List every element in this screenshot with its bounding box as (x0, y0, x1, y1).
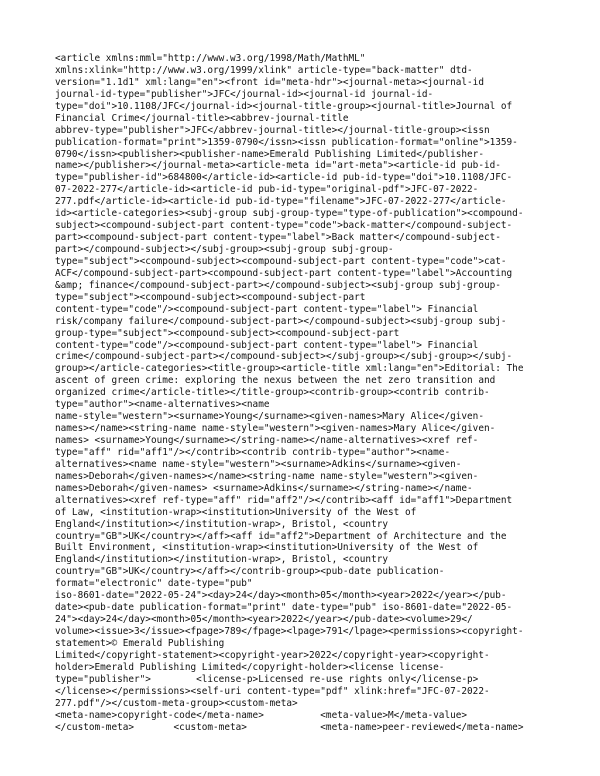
text-line: crime</compound-subject-part></compound-subject></subj-group></subj-group></subj- (55, 351, 513, 363)
text-line: England</institution></institution-wrap>, Bristol, <country (55, 518, 389, 530)
text-line: journal-id-type="publisher">JFC</journal-id><journal-id journal-id- (55, 88, 434, 100)
text-line: name></publisher></journal-meta><article-meta id="art-meta"><article-id pub-id- (55, 160, 501, 172)
text-line: type="publisher"> <license-p>Licensed re-use rights only</license-p> (55, 673, 479, 685)
text-line: Limited</copyright-statement><copyright-year>2022</copyright-year><copyright- (55, 649, 490, 661)
text-line: <meta-name>copyright-code</meta-name> <meta-value>M</meta-value> (55, 709, 468, 721)
text-line: </license></permissions><self-uri content-type="pdf" xlink:href="JFC-07-2022- (55, 685, 490, 697)
text-line: publication-format="print">1359-0790</issn><issn publication-format="online">1359- (55, 136, 518, 148)
text-line: 0790</issn><publisher><publisher-name>Emerald Publishing Limited</publisher- (55, 148, 484, 160)
text-line: 07-2022-277</article-id><article-id pub-id-type="original-pdf">JFC-07-2022- (55, 184, 479, 196)
text-line: ACF</compound-subject-part><compound-subject-part content-type="label">Accounting (55, 267, 513, 279)
text-line: volume><issue>3</issue><fpage>789</fpage><lpage>791</lpage><permissions><copyright- (55, 626, 524, 637)
text-line: of Law, <institution-wrap><institution>University of the West of (55, 506, 417, 518)
text-line: date><pub-date publication-format="print" date-type="pub" iso-8601-date="2022-05- (55, 602, 513, 614)
text-line: 24"><day>24</day><month>05</month><year>2022</year></pub-date><volume>29</ (55, 614, 473, 626)
text-line: type="subject"><compound-subject><compound-subject-part content-type="code">cat- (55, 255, 507, 267)
text-line: 277.pdf"/></custom-meta-group><custom-meta> (55, 697, 298, 709)
text-line: alternatives><name name-style="western"><surname>Adkins</surname><given- (55, 458, 462, 470)
text-line: names></name><string-name name-style="western"><given-names>Mary Alice</given- (55, 423, 496, 435)
text-line: alternatives><xref ref-type="aff" rid="aff2"/></contrib><aff id="aff1">Department (55, 494, 513, 506)
text-line: type="doi">10.1108/JFC</journal-id><journal-title-group><journal-title>Journal of (55, 100, 513, 112)
text-line: country="GB">UK</country></aff><aff id="aff2">Department of Architecture and the (55, 530, 507, 542)
text-line: country="GB">UK</country></aff></contrib-group><pub-date publication- (55, 566, 445, 578)
text-line: version="1.1d1" xml:lang="en"><front id="meta-hdr"><journal-meta><journal-id (55, 76, 484, 88)
text-line: iso-8601-date="2022-05-24"><day>24</day><month>05</month><year>2022</year></pub- (55, 590, 507, 602)
text-line: xmlns:xlink="http://www.w3.org/1999/xlink" article-type="back-matter" dtd- (55, 64, 473, 76)
document-body (55, 53, 575, 733)
text-line: England</institution></institution-wrap>, Bristol, <country (55, 554, 389, 566)
text-line: ascent of green crime: exploring the nexus between the net zero transition and (55, 375, 496, 387)
text-line: names>Deborah</given-names></name><string-name name-style="western"><given- (55, 470, 479, 482)
text-line: part><compound-subject-part content-type="label">Back matter</compound-subject- (55, 232, 501, 244)
text-line: content-type="code"/><compound-subject-part content-type="label"> Financial (55, 339, 479, 351)
text-line: group-type="subject"><compound-subject><compound-subject-part (55, 327, 400, 339)
text-line: risk/company failure</compound-subject-part></compound-subject><subj-group subj- (55, 315, 507, 327)
text-line: names> <surname>Young</surname></string-name></name-alternatives><xref ref- (55, 435, 479, 446)
text-line: type="author"><name-alternatives><name (55, 399, 270, 411)
text-line: type="aff" rid="aff1"/></contrib><contrib contrib-type="author"><name- (55, 446, 451, 458)
text-line: statement>© Emerald Publishing (55, 637, 225, 649)
text-line: name-style="western"><surname>Young</surname><given-names>Mary Alice</given- (55, 411, 484, 423)
text-line: type="publisher-id">684800</article-id><article-id pub-id-type="doi">10.1108/JFC- (55, 172, 513, 184)
text-line: content-type="code"/><compound-subject-part content-type="label"> Financial (55, 303, 479, 315)
text-line: 277.pdf</article-id><article-id pub-id-type="filename">JFC-07-2022-277</article- (55, 196, 507, 208)
text-line: &amp; finance</compound-subject-part></compound-subject><subj-group subj-group- (55, 279, 501, 291)
text-line: Financial Crime</journal-title><abbrev-journal-title (55, 112, 349, 124)
text-line: names>Deborah</given-names> <surname>Adkins</surname></string-name></name- (55, 482, 473, 494)
text-line: type="subject"><compound-subject><compound-subject-part (55, 291, 366, 303)
text-line: </custom-meta> <custom-meta> <meta-name>peer-reviewed</meta-name> (55, 721, 524, 733)
text-line: abbrev-type="publisher">JFC</abbrev-journal-title></journal-title-group><issn (55, 124, 490, 136)
text-line: format="electronic" date-type="pub" (55, 578, 253, 590)
text-line: group></article-categories><title-group><article-title xml:lang="en">Editorial: The (55, 363, 524, 375)
text-line: part></compound-subject></subj-group><subj-group subj-group- (55, 244, 394, 255)
text-line: organized crime</article-title></title-group><contrib-group><contrib contrib- (55, 387, 490, 399)
text-line: subject><compound-subject-part content-type="code">back-matter</compound-subject- (55, 220, 513, 232)
text-line: <article xmlns:mml="http://www.w3.org/1998/Math/MathML" (55, 53, 366, 64)
text-line: holder>Emerald Publishing Limited</copyright-holder><license license- (55, 661, 445, 673)
text-line: Built Environment, <institution-wrap><institution>University of the West of (55, 542, 479, 554)
text-line: id><article-categories><subj-group subj-group-type="type-of-publication"><compound- (55, 208, 524, 220)
